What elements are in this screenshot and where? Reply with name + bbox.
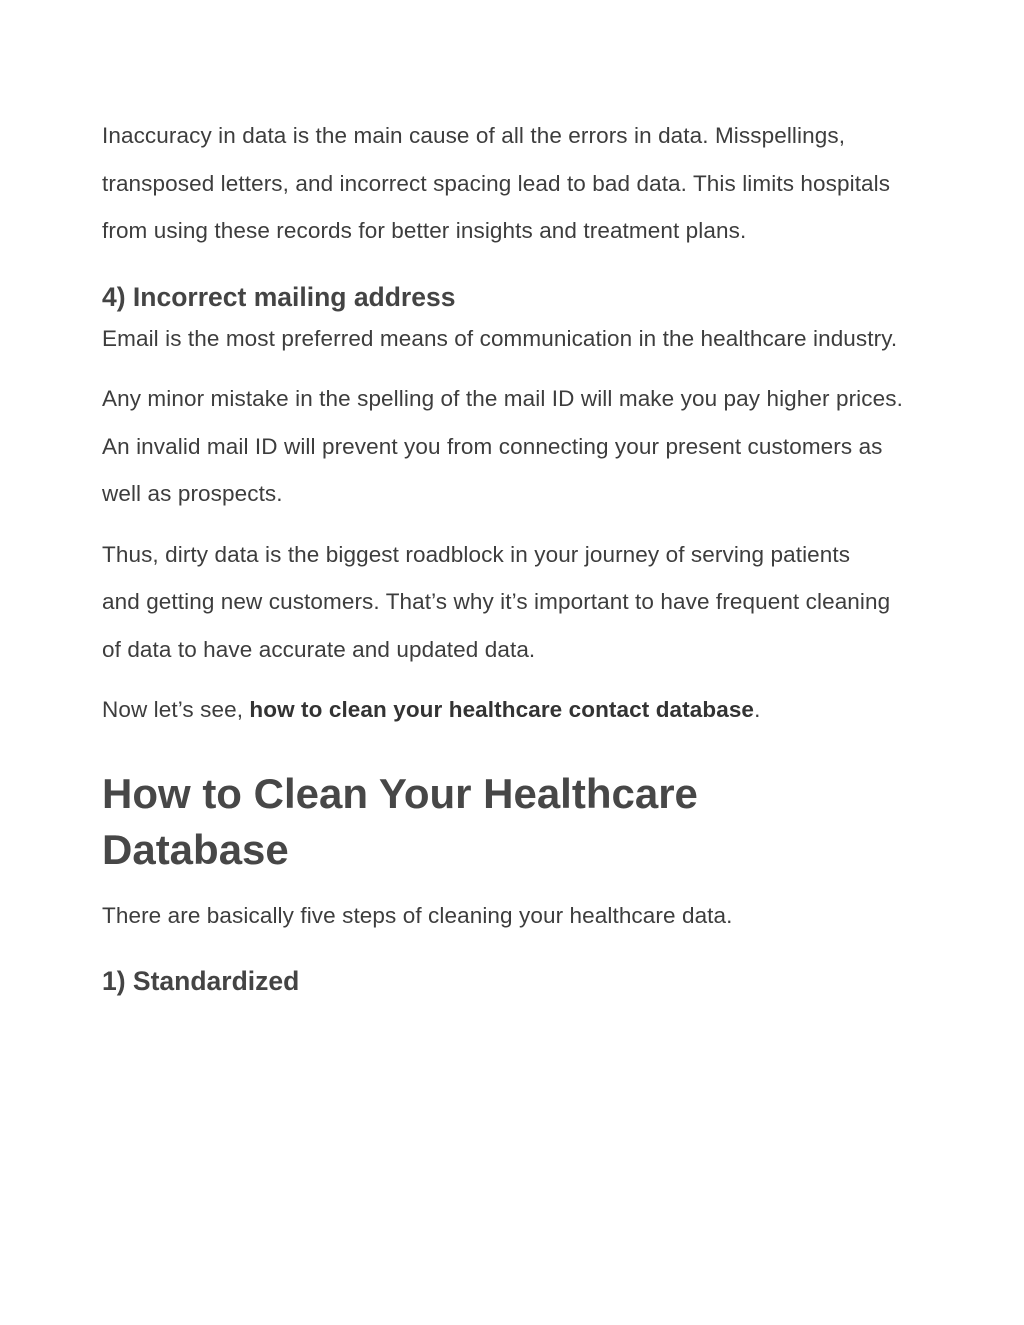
- paragraph-five-steps: There are basically five steps of cleaning your healthcare data.: [102, 902, 733, 928]
- heading-standardized: 1) Standardized: [102, 966, 300, 996]
- paragraph-inaccuracy: Inaccuracy in data is the main cause of all the errors in data. Misspellings, transposed letters, and incorrect spacing lead to bad data. This limits hospitals from using these records for better insights and treatment plans.: [102, 123, 891, 243]
- now-lets-see-suffix: .: [754, 697, 761, 722]
- paragraph-email-preferred: Email is the most preferred means of communication in the healthcare industry.: [102, 325, 898, 351]
- section-title-how-to-clean: How to Clean Your Healthcare Database: [102, 769, 698, 873]
- paragraph-minor-mistake: Any minor mistake in the spelling of the mail ID will make you pay higher prices. An invalid mail ID will prevent you from connecting your present customers as well as prospects.: [102, 386, 903, 506]
- document-content: [102, 112, 932, 999]
- paragraph-dirty-data: Thus, dirty data is the biggest roadblock in your journey of serving patients and getting new customers. That’s why it’s important to have frequent cleaning of data to have accurate and updated data.: [102, 541, 891, 662]
- heading-incorrect-mailing-address: 4) Incorrect mailing address: [102, 281, 456, 312]
- now-lets-see-bold: how to clean your healthcare contact database: [249, 697, 755, 722]
- now-lets-see-prefix: Now let’s see,: [102, 697, 250, 722]
- paragraph-now-lets-see: [102, 686, 932, 734]
